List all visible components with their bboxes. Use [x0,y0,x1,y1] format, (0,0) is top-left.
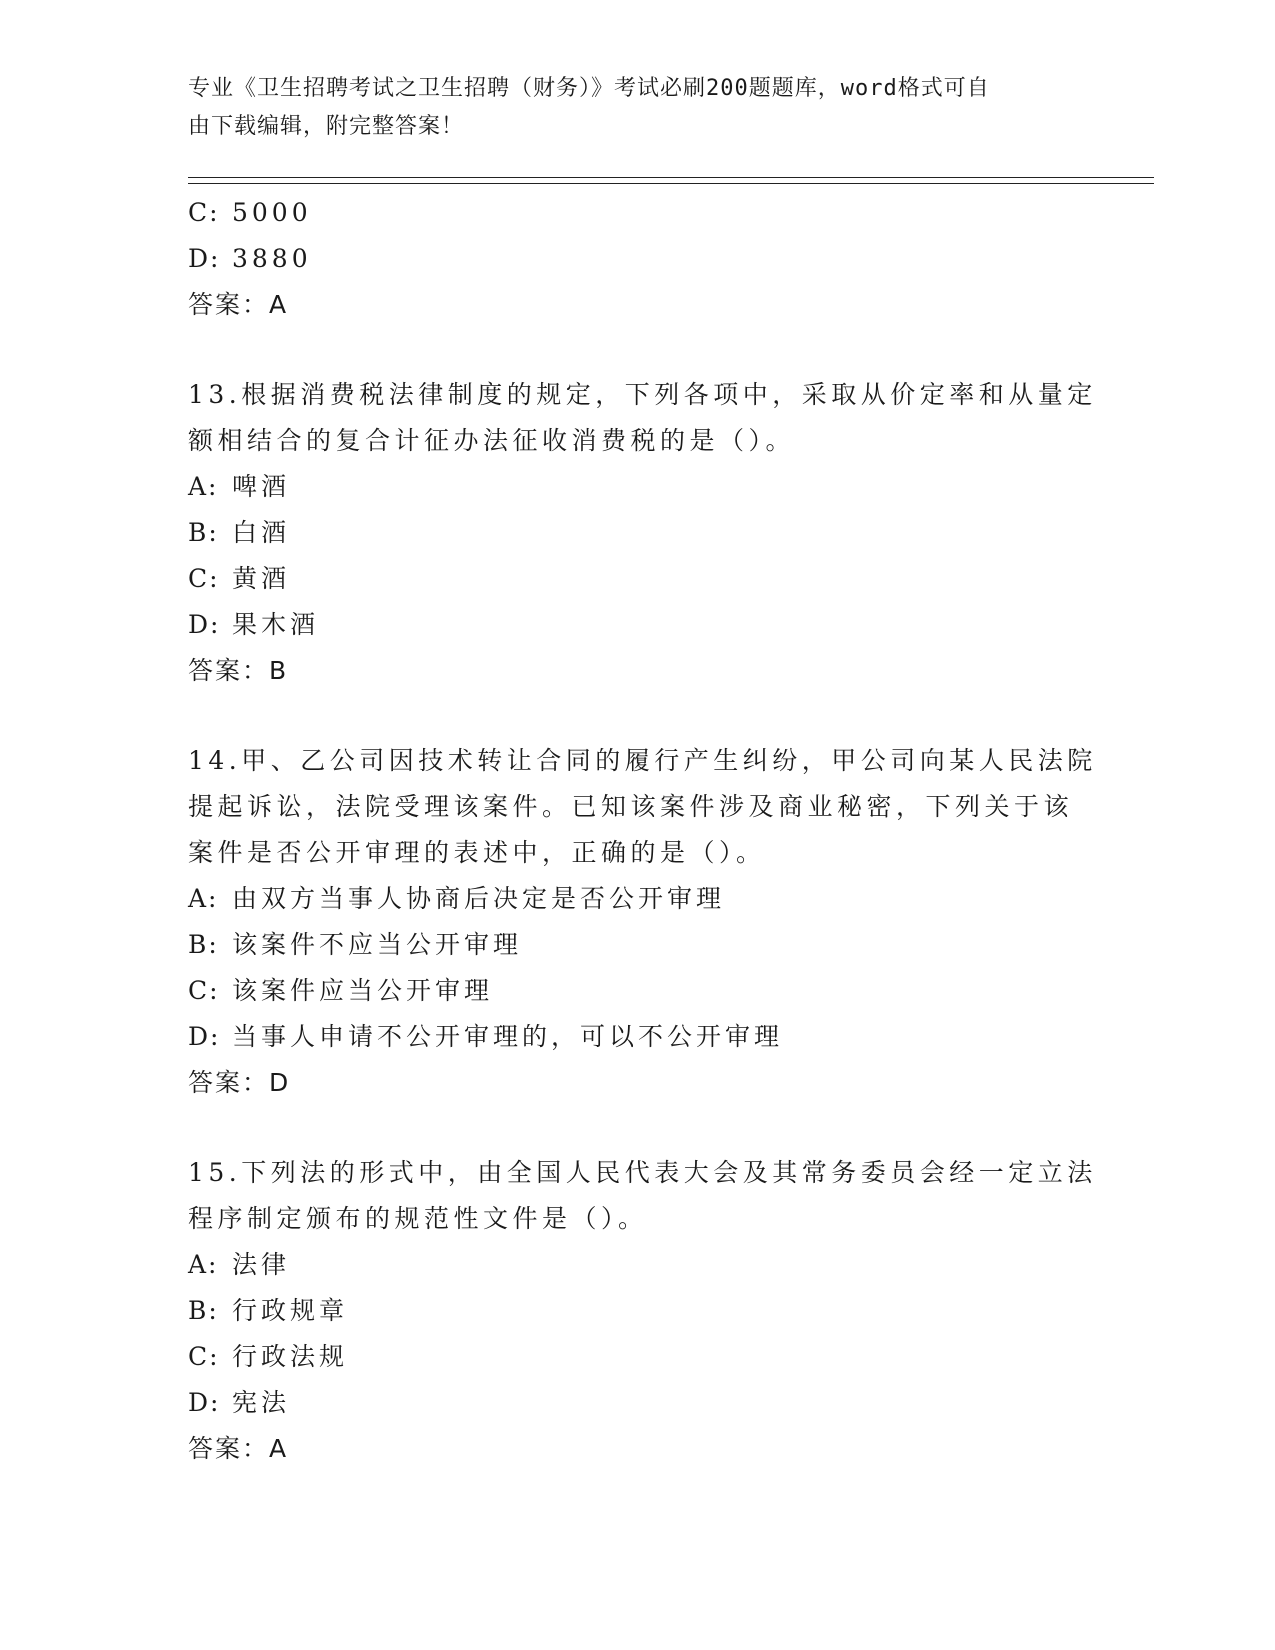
option-label: D: [188,610,221,639]
option-row [188,510,1088,556]
question-15 [188,1150,1097,1472]
option-row [188,968,1088,1014]
spacer [188,1106,1088,1150]
header-line-1: 专业《卫生招聘考试之卫生招聘（财务）》考试必刷200题题库，word格式可自 [188,76,990,101]
option-text: 白酒 [232,518,291,547]
question-14 [188,738,1097,1106]
option-row [188,1334,1088,1380]
option-row [188,1380,1088,1426]
option-label: C: [188,198,220,227]
option-row [188,236,1088,282]
spacer [188,328,1088,372]
option-row [188,1014,1088,1060]
question-stem [188,372,1097,464]
answer-line: 答案：A [188,1434,289,1463]
question-stem [188,738,1097,876]
header-rule-bottom [188,183,1154,184]
stem-line: 15.下列法的形式中，由全国人民代表大会及其常务委员会经一定立法 [188,1158,1097,1187]
option-text: 行政规章 [232,1296,349,1325]
option-text: 宪法 [232,1388,291,1417]
option-text: 该案件不应当公开审理 [232,930,523,959]
option-text: 果木酒 [232,610,320,639]
stem-line: 13.根据消费税法律制度的规定，下列各项中，采取从价定率和从量定 [188,380,1097,409]
option-label: A: [188,472,219,501]
option-label: D: [188,244,221,273]
option-text: 3880 [232,244,312,273]
option-label: D: [188,1388,221,1417]
answer-line: 答案：D [188,1068,291,1097]
option-text: 黄酒 [232,564,291,593]
option-label: C: [188,1342,220,1371]
option-label: B: [188,930,219,959]
option-text: 行政法规 [232,1342,349,1371]
option-label: A: [188,884,219,913]
stem-line: 提起诉讼，法院受理该案件。已知该案件涉及商业秘密，下列关于该 [188,792,1074,821]
stem-line: 程序制定颁布的规范性文件是（）。 [188,1204,648,1233]
option-row [188,1242,1088,1288]
option-row [188,1288,1088,1334]
option-label: C: [188,976,220,1005]
option-text: 由双方当事人协商后决定是否公开审理 [232,884,726,913]
option-text: 啤酒 [232,472,291,501]
prev-question [188,190,1088,328]
option-row [188,922,1088,968]
option-text: 5000 [232,198,312,227]
option-row [188,876,1088,922]
option-label: B: [188,1296,219,1325]
answer-line: 答案：B [188,656,289,685]
stem-line: 14.甲、乙公司因技术转让合同的履行产生纠纷，甲公司向某人民法院 [188,746,1097,775]
option-row [188,602,1088,648]
spacer [188,694,1088,738]
question-13 [188,372,1097,694]
option-text: 该案件应当公开审理 [232,976,494,1005]
option-row [188,190,1088,236]
stem-line: 额相结合的复合计征办法征收消费税的是（）。 [188,426,796,455]
stem-line: 案件是否公开审理的表述中，正确的是（）。 [188,838,766,867]
option-row [188,556,1088,602]
question-stem [188,1150,1097,1242]
option-label: A: [188,1250,219,1279]
header-line-2: 由下载编辑，附完整答案！ [188,114,465,139]
document-body [188,190,1097,1472]
answer-line: 答案：A [188,290,289,319]
page-header [188,70,1068,146]
option-text: 当事人申请不公开审理的，可以不公开审理 [232,1022,784,1051]
option-label: C: [188,564,220,593]
option-label: B: [188,518,219,547]
option-row [188,464,1088,510]
option-label: D: [188,1022,221,1051]
header-rule-top [188,177,1154,178]
option-text: 法律 [232,1250,291,1279]
